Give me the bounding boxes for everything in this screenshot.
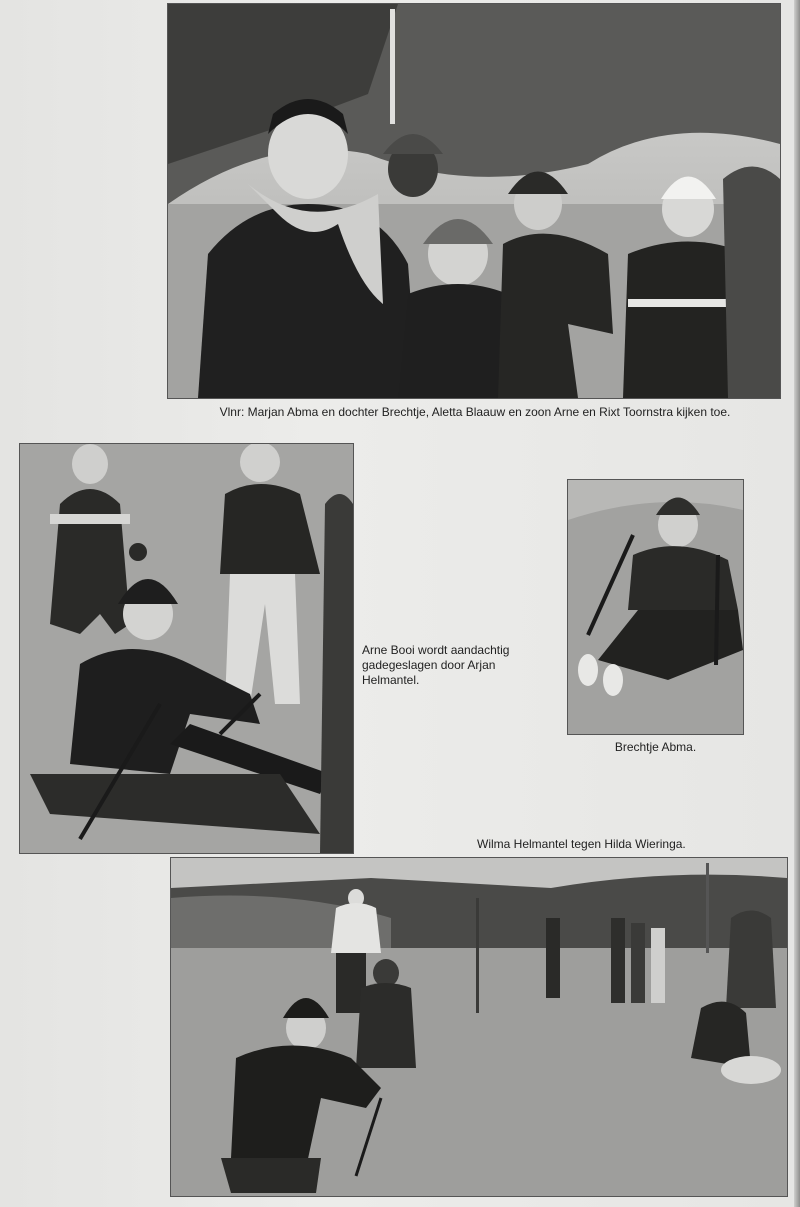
photo-brechtje — [568, 480, 743, 734]
caption-wilma-hilda: Wilma Helmantel tegen Hilda Wieringa. — [477, 837, 686, 851]
photo-sled-boy — [20, 444, 353, 853]
photo-brechtje-image — [568, 480, 743, 734]
photo-sled-boy-image — [20, 444, 353, 853]
photo-wilma-hilda — [171, 858, 787, 1196]
photo-group-portrait — [168, 4, 780, 398]
photo-group-portrait-image — [168, 4, 780, 398]
photo-wilma-hilda-image — [171, 858, 787, 1196]
caption-sled-boy: Arne Booi wordt aandachtig gadegeslagen door Arjan Helmantel. — [362, 643, 510, 687]
caption-group-portrait: Vlnr: Marjan Abma en dochter Brechtje, Aletta Blaauw en zoon Arne en Rixt Toornstra kijken toe. — [219, 405, 731, 419]
caption-brechtje: Brechtje Abma. — [614, 740, 697, 754]
page-edge-shadow — [794, 0, 800, 1207]
